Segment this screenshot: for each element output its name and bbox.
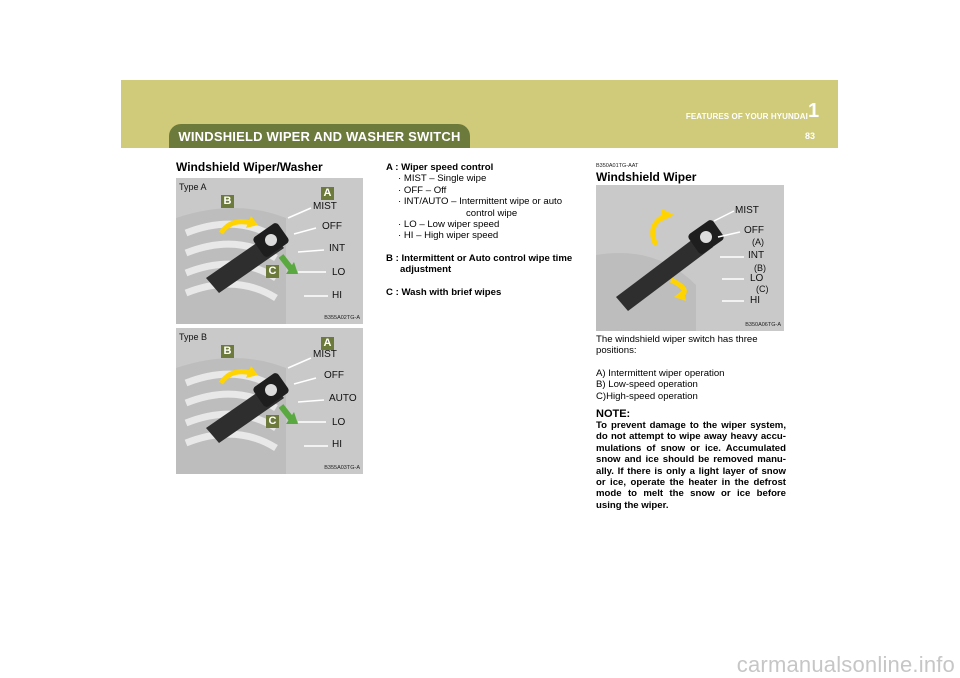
note-title: NOTE: bbox=[596, 408, 631, 421]
item-b-cont: adjustment bbox=[400, 264, 452, 276]
item-a-title: A : Wiper speed control bbox=[386, 162, 494, 173]
wiper-position-a: A) Intermittent wiper operation bbox=[596, 367, 725, 379]
chapter-number: 1 bbox=[808, 100, 820, 122]
wiper-position-c: C)High-speed operation bbox=[596, 390, 698, 402]
page-number: 83 bbox=[804, 131, 815, 141]
switch-descriptions bbox=[386, 162, 576, 298]
figure-c-label-a: (A) bbox=[752, 237, 764, 247]
right-section-code: B350A01TG-AAT bbox=[596, 163, 639, 169]
figure-c-pos-hi: HI bbox=[750, 295, 760, 306]
figure-b-pos-off: OFF bbox=[324, 370, 344, 381]
watermark: carmanualsonline.info bbox=[736, 652, 955, 677]
item-a-int-auto-cont: control wipe bbox=[466, 207, 518, 219]
figure-a-type-label: Type A bbox=[179, 182, 207, 192]
figure-a-letter-b: B bbox=[221, 195, 234, 208]
item-c-title: C : Wash with brief wipes bbox=[386, 286, 502, 298]
right-heading: Windshield Wiper bbox=[596, 170, 697, 184]
figure-b-letter-a: A bbox=[321, 337, 334, 350]
figure-c-pos-mist: MIST bbox=[735, 205, 759, 216]
figure-c-label-c: (C) bbox=[756, 284, 769, 294]
figure-b-code: B355A03TG-A bbox=[324, 465, 360, 471]
figure-a-pos-mist: MIST bbox=[313, 201, 337, 212]
figure-c-pos-off: OFF bbox=[744, 225, 764, 236]
item-a-lo: · LO – Low wiper speed bbox=[398, 219, 500, 231]
figure-b-type-label: Type B bbox=[179, 332, 208, 342]
figure-a-pos-off: OFF bbox=[322, 221, 342, 232]
figure-windshield-wiper bbox=[596, 185, 784, 331]
figure-a-code: B355A02TG-A bbox=[324, 315, 360, 321]
wiper-position-b: B) Low-speed operation bbox=[596, 379, 698, 391]
figure-c-label-b: (B) bbox=[754, 263, 766, 273]
figure-c-code: B350A06TG-A bbox=[745, 322, 781, 328]
wiper-description bbox=[596, 334, 786, 511]
item-a-hi: · HI – High wiper speed bbox=[398, 230, 499, 242]
header-section-title: FEATURES OF YOUR HYUNDAI bbox=[685, 112, 808, 121]
figure-b-letter-b: B bbox=[221, 345, 234, 358]
item-a-off: · OFF – Off bbox=[398, 184, 447, 196]
item-a-mist: · MIST – Single wipe bbox=[398, 173, 487, 185]
figure-b-pos-mist: MIST bbox=[313, 349, 337, 360]
figure-b-letter-c: C bbox=[266, 415, 279, 428]
item-a-int-auto: · INT/AUTO – Intermittent wipe or auto bbox=[398, 196, 563, 208]
note-body: To prevent damage to the wiper system, do not attempt to wipe away heavy accu-mulations of snow or ice. Accumulated snow and ice should be removed manu-ally. If there is only a light layer of snow or ice, operate the heater in the defrost mode to melt the snow or ice before using the wiper. bbox=[596, 420, 786, 511]
figure-a-pos-hi: HI bbox=[332, 290, 342, 301]
figure-type-a bbox=[176, 178, 363, 324]
figure-c-pos-lo: LO bbox=[750, 273, 764, 284]
figure-a-pos-lo: LO bbox=[332, 267, 346, 278]
figure-a-letter-c: C bbox=[266, 265, 279, 278]
figure-b-pos-lo: LO bbox=[332, 417, 346, 428]
item-b-title: B : Intermittent or Auto control wipe time bbox=[386, 252, 573, 264]
figure-c-pos-int: INT bbox=[748, 250, 765, 261]
figure-a-letter-a: A bbox=[321, 187, 334, 200]
wiper-intro: The windshield wiper switch has three positions: bbox=[596, 334, 758, 357]
figure-a-pos-int: INT bbox=[329, 243, 346, 254]
figure-b-pos-hi: HI bbox=[332, 439, 342, 450]
section-tab-title: WINDSHIELD WIPER AND WASHER SWITCH bbox=[169, 124, 470, 148]
figure-b-pos-auto: AUTO bbox=[329, 393, 357, 404]
figure-type-b bbox=[176, 328, 363, 474]
left-heading: Windshield Wiper/Washer bbox=[176, 160, 323, 174]
